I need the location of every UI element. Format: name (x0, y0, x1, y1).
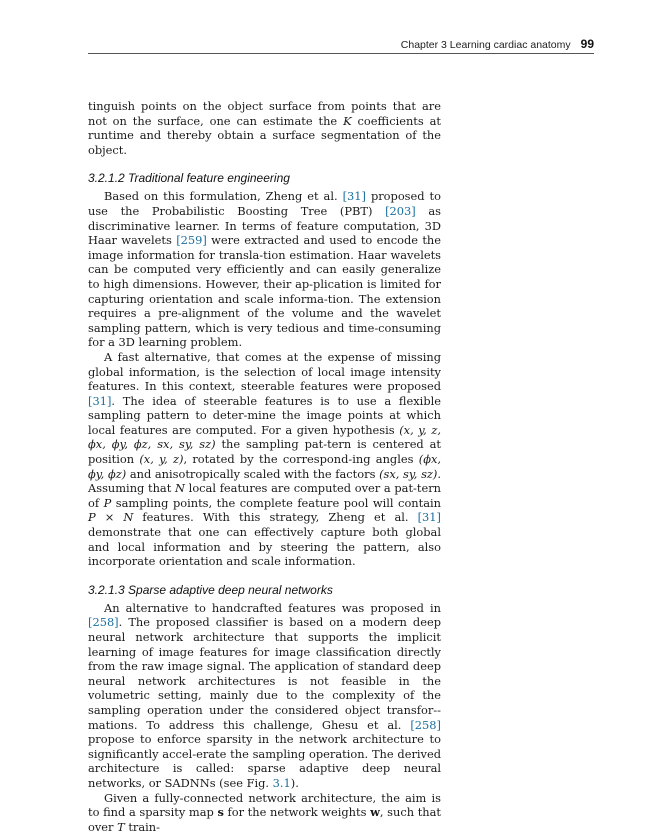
math-s: s (217, 805, 224, 820)
math-p-times-n: P × N (88, 510, 134, 525)
section-heading-sparse-adaptive-dnn: 3.2.1.3 Sparse adaptive deep neural networks (88, 582, 333, 597)
math-angles: (ϕx, ϕy, ϕz) (88, 452, 442, 481)
math-hypothesis: (x, y, z, ϕx, ϕy, ϕz, sx, sy, sz) (88, 422, 442, 452)
paragraph-pbt: Based on this formulation, Zheng et al. [31] proposed to use the Probabilistic Boosting Tree (PBT) [203] as discriminative learner. In terms of feature computation, 3D Haar wavelets [259] were extracted and used to encode the image information for transla-tion estimation. Haar wavelets can be computed very efficiently and can easily generalize to high dimensions. However, their ap-plication is limited for capturing orientation and scale informa-tion. The extension requires a pre-alignment of the volume and the wavelet sampling pattern, which is very tedious and time-consuming for a 3D learning problem. (88, 189, 441, 350)
body-text (88, 99, 441, 834)
paragraph-sadnn: An alternative to handcrafted features was proposed in [258]. The proposed classifier is based on a modern deep neural network architecture that supports the implicit learning of image features for image classification directly from the raw image signal. The application of standard deep neural network architectures is not feasible in the volumetric setting, mainly due to the complexity of the sampling operation under the considered object transfor-mations. To address this challenge, Ghesu et al. [258] propose to enforce sparsity in the network architecture to significantly accel-erate the sampling operation. The derived architecture is called: sparse adaptive deep neural networks, or SADNNs (see Fig. 3.1). (88, 600, 441, 790)
citation-link[interactable]: [31] (88, 393, 112, 408)
math-scales: (sx, sy, sz) (379, 466, 438, 481)
math-position: (x, y, z) (139, 452, 184, 467)
math-w: w (370, 805, 380, 820)
math-n: N (175, 481, 185, 496)
citation-link[interactable]: [31] (342, 189, 366, 204)
citation-link[interactable]: [31] (417, 510, 441, 525)
paragraph-steerable-features: A fast alternative, that comes at the expense of missing global information, is the selection of local image intensity features. In this context, steerable features were proposed [31]. The idea of steerable features is to use a flexible sampling pattern to deter-mine the image points at which local features are computed. For a given hypothesis (x, y, z, ϕx, ϕy, ϕz, sx, sy, sz) the sampling pat-tern is centered at position (x, y, z), rotated by the correspond-ing angles (ϕx, ϕy, ϕz) and anisotropically scaled with the factors (sx, sy, sz). Assuming that N local features are computed over a pat-tern of P sampling points, the complete feature pool will contain P × N features. With this strategy, Zheng et al. [31] demonstrate that one can effectively capture both global and local information and by steering the pattern, also incorporate orientation and scale information. (88, 349, 442, 569)
intro-paragraph: tinguish points on the object surface from points that are not on the surface, one can estimate the K coefficients at runtime and thereby obtain a surface segmentation of the object. (88, 99, 441, 157)
page-header (401, 37, 594, 51)
paragraph-sparsity-map: Given a fully-connected network architecture, the aim is to find a sparsity map s for the network weights w, such that over T train- (88, 790, 441, 834)
page-number: 99 (580, 37, 594, 51)
section-heading-traditional-feature-engineering: 3.2.1.2 Traditional feature engineering (88, 171, 290, 186)
citation-link[interactable]: [203] (385, 203, 416, 218)
header-rule (88, 53, 594, 54)
chapter-title: Chapter 3 Learning cardiac anatomy (400, 39, 571, 51)
math-k: K (343, 113, 352, 128)
citation-link[interactable]: [258] (88, 615, 119, 630)
math-p: P (103, 495, 112, 510)
figure-link[interactable]: 3.1 (272, 775, 291, 790)
citation-link[interactable]: [258] (410, 717, 441, 732)
math-t: T (117, 819, 125, 834)
citation-link[interactable]: [259] (176, 233, 207, 248)
